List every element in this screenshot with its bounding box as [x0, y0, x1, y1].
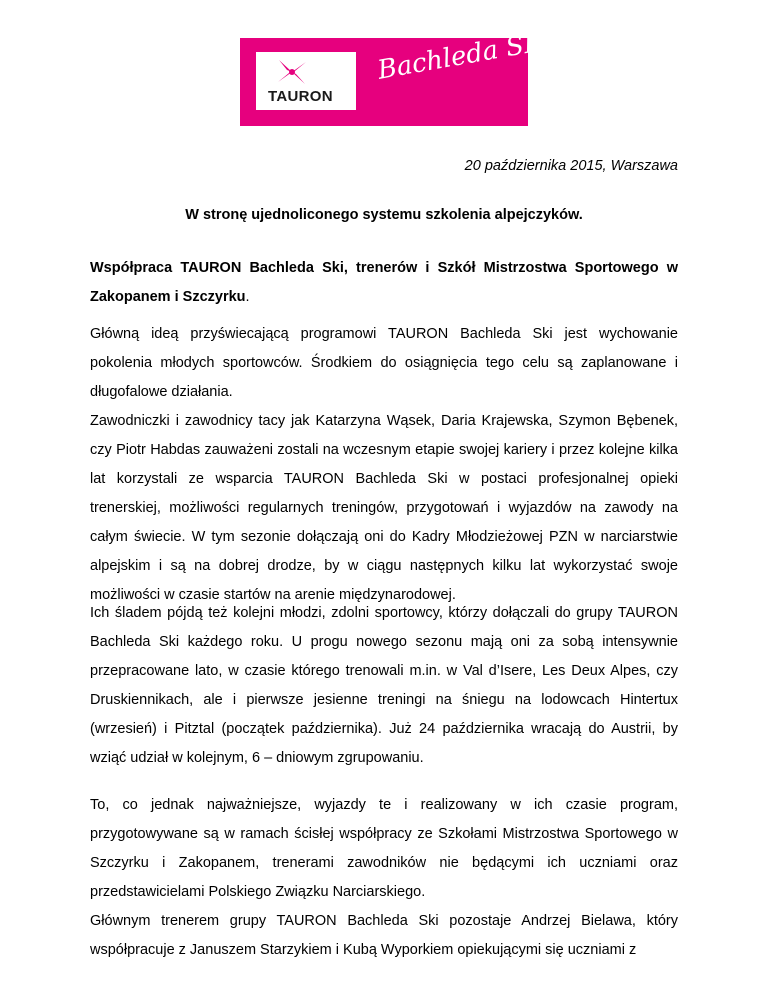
- document-title: W stronę ujednoliconego systemu szkolenia alpejczyków.: [185, 207, 583, 223]
- tauron-star-icon: [275, 58, 309, 86]
- paragraph-4: To, co jednak najważniejsze, wyjazdy te i realizowany w ich czasie program, przygotowywane są w ramach ścisłej współpracy ze Szkołami Mistrzostwa Sportowego w Szczyrku i Zakopanem, trenerami zawodników nie będącymi ich uczniami oraz przedstawicielami Polskiego Związku Narciarskiego.: [90, 797, 678, 900]
- paragraph-2: Zawodniczki i zawodnicy tacy jak Katarzyna Wąsek, Daria Krajewska, Szymon Bębenek, czy Piotr Habdas zauważeni zostali na wczesnym etapie swojej kariery i przez kolejne kilka lat korzystali ze wsparcia TAURON Bachleda Ski w postaci profesjonalnej opieki trenerskiej, możliwości regularnych treningów, przygotowań i wyjazdów na zawody na całym świecie. W tym sezonie dołączają oni do Kadry Młodzieżowej PZN w narciarstwie alpejskim i są na dobrej drodze, by w ciągu następnych kilku lat wykorzystać swoje możliwości w czasie startów na arenie międzynarodowej.: [90, 413, 678, 603]
- logo-banner: [240, 25, 556, 126]
- date-line: 20 października 2015, Warszawa: [464, 158, 678, 174]
- subtitle-period: .: [245, 289, 250, 305]
- paragraph-group-1: [90, 320, 678, 610]
- bachleda-ski-wordmark: Bachleda SKI: [375, 25, 556, 86]
- paragraph-group-3: [90, 791, 678, 965]
- paragraph-1: Główną ideą przyświecającą programowi TAURON Bachleda Ski jest wychowanie pokolenia młodych sportowców. Środkiem do osiągnięcia tego celu są zaplanowane i długofalowe działania.: [90, 326, 678, 400]
- paragraph-3: Ich śladem pójdą też kolejni młodzi, zdolni sportowcy, którzy dołączali do grupy TAURON Bachleda Ski każdego roku. U progu nowego sezonu mają oni za sobą intensywnie przepracowane lato, w czasie którego trenowali m.in. w Val d’Isere, Les Deux Alpes, czy Druskiennikach, ale i pierwsze jesienne treningi na śniegu na lodowcach Hintertux (wrzesień) i Pitztal (początek października). Już 24 października wracają do Austrii, by wziąć udział w kolejnym, 6 – dniowym zgrupowaniu.: [90, 605, 678, 766]
- subtitle-bold-text: Współpraca TAURON Bachleda Ski, trenerów i Szkół Mistrzostwa Sportowego w Zakopanem i Szczyrku: [90, 260, 678, 305]
- subtitle: [90, 254, 678, 312]
- paragraph-5: Głównym trenerem grupy TAURON Bachleda Ski pozostaje Andrzej Bielawa, który współpracuje z Januszem Starzykiem i Kubą Wyporkiem opiekującymi się uczniami z: [90, 913, 678, 958]
- tauron-wordmark: TAURON: [268, 88, 333, 105]
- paragraph-group-2: [90, 599, 678, 773]
- tauron-logo-box: [256, 52, 356, 110]
